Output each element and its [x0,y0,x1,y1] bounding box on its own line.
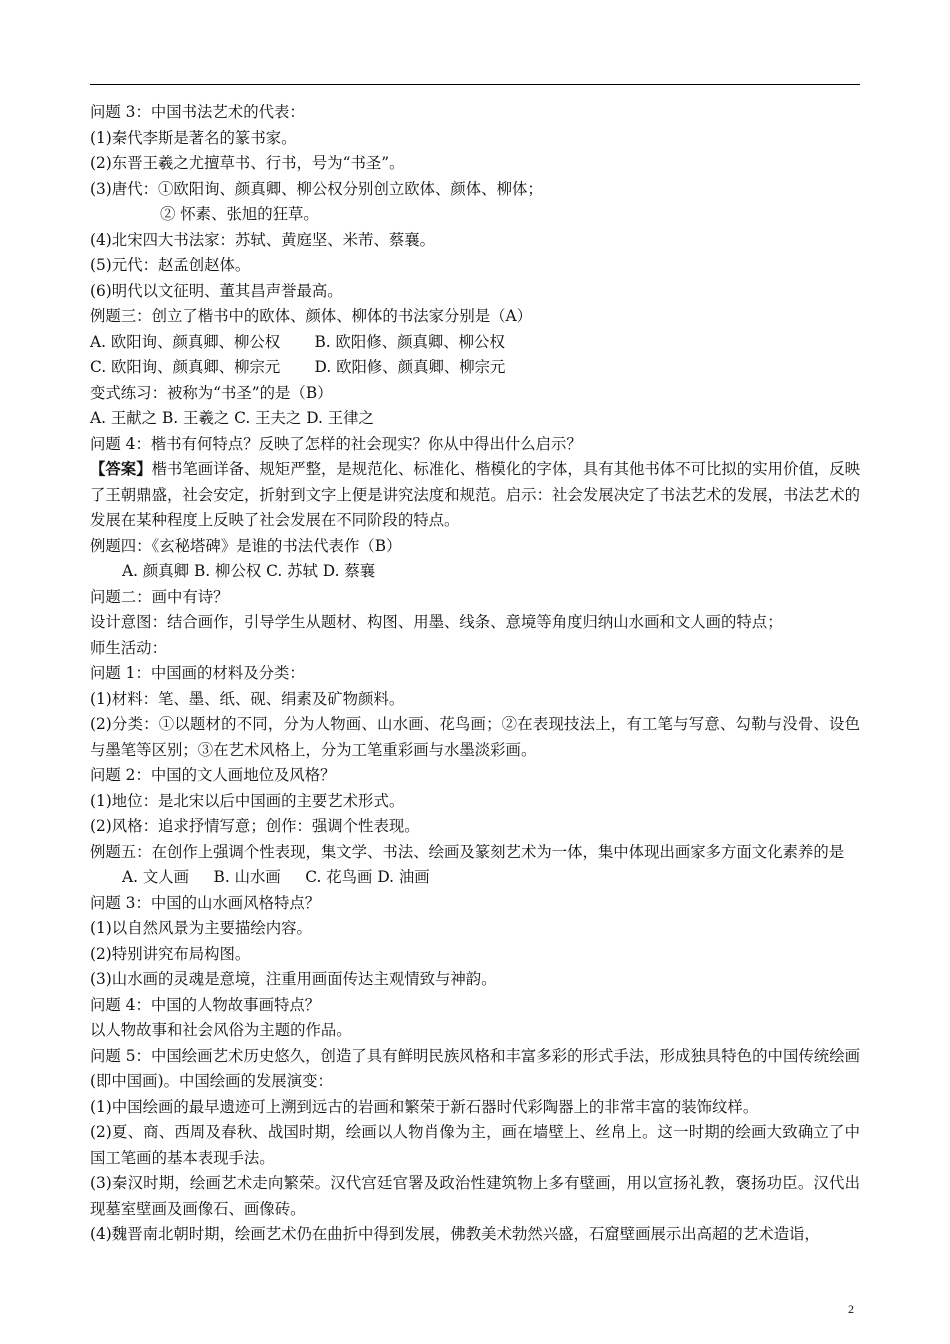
text-line: (1)地位：是北宋以后中国画的主要艺术形式。 [90,791,405,810]
example-question: 例题三：创立了楷书中的欧体、颜体、柳体的书法家分别是（A） [90,307,533,325]
text-line: (2)夏、商、西周及春秋、战国时期，绘画以人物肖像为主，画在墙壁上、丝帛上。这一时期的绘画大致确立了中国工笔画的基本表现手法。 [90,1123,860,1167]
text-line: (1)以自然风景为主要描绘内容。 [90,919,312,937]
option-line: A. 颜真卿 B. 柳公权 C. 苏轼 D. 蔡襄 [122,562,376,580]
text-line: (4)魏晋南北朝时期，绘画艺术仍在曲折中得到发展，佛教美术勃然兴盛，石窟壁画展示出高超的艺术造诣， [90,1225,820,1243]
text-line: 设计意图：结合画作，引导学生从题材、构图、用墨、线条、意境等角度归纳山水画和文人画的特点； [90,613,783,631]
answer-paragraph [90,457,860,534]
answer-text: 楷书笔画详备、规矩严整，是规范化、标准化、楷模化的字体，具有其他书体不可比拟的实用价值，反映了王朝鼎盛，社会安定，折射到文字上便是讲究法度和规范。启示：社会发展决定了书法艺术的发展，书法艺术的发展在某种程度上反映了社会发展在不同阶段的特点。 [90,460,860,529]
example-question: 例题五：在创作上强调个性表现，集文学、书法、绘画及篆刻艺术为一体，集中体现出画家多方面文化素养的是 [90,842,845,861]
text-line: (3)唐代：①欧阳询、颜真卿、柳公权分别创立欧体、颜体、柳体； [90,179,543,198]
text-line: ② 怀素、张旭的狂草。 [160,205,319,223]
text-line: (5)元代：赵孟创赵体。 [90,256,251,274]
question-heading: 问题 2：中国的文人画地位及风格？ [90,766,336,784]
document-body [90,100,860,1248]
option-line: A. 王献之 B. 王羲之 C. 王夫之 D. 王律之 [90,409,374,427]
option-line: A. 文人画 B. 山水画 C. 花鸟画 D. 油画 [122,868,430,886]
header-rule [90,84,860,85]
question-heading: 问题 4：中国的人物故事画特点？ [90,995,321,1014]
text-line: (1)中国绘画的最早遗迹可上溯到远古的岩画和繁荣于新石器时代彩陶器上的非常丰富的装饰纹样。 [90,1097,759,1116]
text-line: 问题 3：中国书法艺术的代表： [90,103,305,121]
text-line: (2)特别讲究布局构图。 [90,944,251,963]
text-line: (1)材料：笔、墨、纸、砚、绢素及矿物颜料。 [90,689,405,708]
text-line: 以人物故事和社会风俗为主题的作品。 [90,1021,352,1039]
option-line: C. 欧阳询、颜真卿、柳宗元 D. 欧阳修、颜真卿、柳宗元 [90,358,506,376]
exercise-question: 变式练习：被称为“书圣”的是（B） [90,383,333,402]
question-heading: 问题 4：楷书有何特点？反映了怎样的社会现实？你从中得出什么启示？ [90,434,582,453]
text-line: (3)山水画的灵魂是意境，注重用画面传达主观情致与神韵。 [90,970,497,988]
page-number: 2 [848,1302,854,1316]
text-line: (2)东晋王羲之尤擅草书、行书，号为“书圣”。 [90,154,405,172]
option-line: A. 欧阳询、颜真卿、柳公权 B. 欧阳修、颜真卿、柳公权 [90,332,505,351]
question-heading: 问题 1：中国画的材料及分类： [90,664,305,682]
section-heading: 问题二：画中有诗？ [90,587,229,606]
text-line: (2)分类：①以题材的不同，分为人物画、山水画、花鸟画；②在表现技法上，有工笔与写意、勾勒与没骨、设色与墨笔等区别；③在艺术风格上，分为工笔重彩画与水墨淡彩画。 [90,715,860,759]
question-heading: 问题 3：中国的山水画风格特点？ [90,893,321,912]
text-line: (3)秦汉时期，绘画艺术走向繁荣。汉代宫廷官署及政治性建筑物上多有壁画，用以宣扬礼教，褒扬功臣。汉代出现墓室壁画及画像石、画像砖。 [90,1174,860,1218]
text-line: (2)风格：追求抒情写意；创作：强调个性表现。 [90,817,420,835]
answer-label: 【答案】 [90,460,152,478]
question-heading: 问题 5：中国绘画艺术历史悠久，创造了具有鲜明民族风格和丰富多彩的形式手法，形成独具特色的中国传统绘画(即中国画)。中国绘画的发展演变： [90,1046,860,1090]
text-line: (4)北宋四大书法家：苏轼、黄庭坚、米芾、蔡襄。 [90,230,436,249]
example-question: 例题四：《玄秘塔碑》是谁的书法代表作（B） [90,536,402,555]
text-line: (1)秦代李斯是著名的篆书家。 [90,128,297,147]
text-line: (6)明代以文征明、董其昌声誉最高。 [90,281,343,300]
text-line: 师生活动： [90,638,167,657]
